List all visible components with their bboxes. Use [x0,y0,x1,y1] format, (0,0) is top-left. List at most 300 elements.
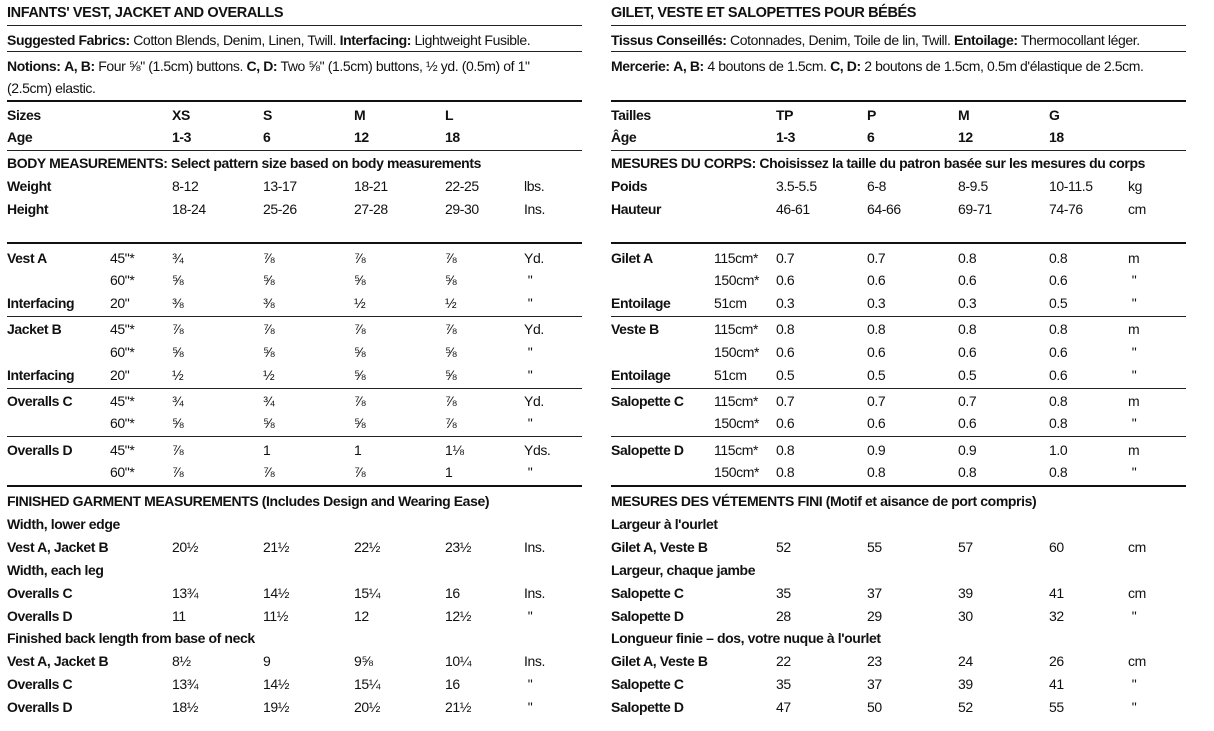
row-label: Poids [611,178,648,194]
cell-value: 24 [958,653,973,669]
cell-value: 50 [867,699,882,715]
unit: Ins. [524,201,545,217]
unit: m [1128,393,1140,409]
unit: cm [1128,539,1146,555]
cell-value: ⅜ [172,295,184,311]
notions-cd-label: C, D: [246,58,278,74]
divider [611,150,1186,151]
size-header: XS [172,107,190,123]
notions-ab-text: Four ⅝" (1.5cm) buttons. [98,58,244,74]
unit: kg [1128,178,1142,194]
divider [7,25,582,26]
row-label: Vest A, Jacket B [7,539,109,555]
cell-value: 39 [958,676,973,692]
cell-value: 22½ [354,539,381,555]
cell-value: 55 [867,539,882,555]
fabrics-text: Cotton Blends, Denim, Linen, Twill. [133,32,337,48]
cell-value: ¾ [172,250,184,266]
cell-value: 32 [1049,608,1064,624]
unit: " [1131,415,1137,431]
fabrics-label: Suggested Fabrics: [7,32,130,48]
unit: cm [1128,201,1146,217]
interfacing-text: Lightweight Fusible. [414,32,531,48]
row-label: Overalls D [7,608,73,624]
cell-value: ⅞ [172,442,184,458]
cell-value: 60 [1049,539,1064,555]
row-label: Weight [7,178,52,194]
subheading: Width, each leg [7,562,104,578]
cell-value: ⅞ [445,321,457,337]
cell-value: 0.5 [958,367,977,383]
unit: " [1131,367,1137,383]
age-header: 18 [1049,129,1064,145]
cell-value: 9⅝ [354,653,373,669]
cell-value: 0.6 [958,415,977,431]
cell-value: 35 [776,676,791,692]
fabric-width: 45"* [110,393,135,409]
divider [611,25,1186,26]
cell-value: 13¾ [172,585,199,601]
cell-value: ⅞ [354,464,366,480]
cell-value: 64-66 [867,201,901,217]
cell-value: 46-61 [776,201,810,217]
cell-value: 0.6 [1049,367,1068,383]
cell-value: 0.6 [867,344,886,360]
cell-value: ½ [354,295,366,311]
cell-value: ½ [445,295,457,311]
fabric-width: 45"* [110,442,135,458]
unit: " [1131,676,1137,692]
size-header: L [445,107,454,123]
cell-value: 1 [263,442,271,458]
row-label: Gilet A [611,250,653,266]
row-label: Entoilage [611,367,671,383]
divider [611,485,1186,487]
cell-value: 18½ [172,699,199,715]
cell-value: 13-17 [263,178,297,194]
cell-value: ⅝ [354,367,366,383]
cell-value: 0.6 [867,272,886,288]
cell-value: 18-21 [354,178,388,194]
notions-ab-text: 4 boutons de 1.5cm. [707,58,827,74]
cell-value: 0.8 [1049,415,1068,431]
cell-value: 0.8 [958,321,977,337]
divider [7,51,582,52]
cell-value: 19½ [263,699,290,715]
notions-ab-label: A, B: [64,58,95,74]
cell-value: 6-8 [867,178,887,194]
cell-value: ⅞ [263,321,275,337]
cell-value: 11 [172,608,186,624]
unit: Yd. [524,321,544,337]
cell-value: 0.8 [1049,393,1068,409]
cell-value: ⅝ [354,415,366,431]
row-label: Gilet A, Veste B [611,653,708,669]
unit: " [527,415,533,431]
cell-value: 0.9 [867,442,886,458]
cell-value: 16 [445,585,460,601]
row-label: Entoilage [611,295,671,311]
cell-value: 10¼ [445,653,472,669]
body-heading: BODY MEASUREMENTS: Select pattern size based on body measurements [7,155,481,171]
body-heading: MESURES DU CORPS: Choisissez la taille du patron basée sur les mesures du corps [611,155,1146,171]
size-header: M [354,107,366,123]
notions-label: Mercerie: [611,58,670,74]
fabric-width: 150cm* [714,415,760,431]
cell-value: 1 [354,442,362,458]
notions-text [7,55,577,99]
cell-value: 12 [354,608,369,624]
fabric-width: 20" [110,295,130,311]
cell-value: ⅝ [172,415,184,431]
cell-value: 39 [958,585,973,601]
cell-value: ⅝ [445,272,457,288]
cell-value: ⅝ [354,344,366,360]
fabric-width: 51cm [714,295,747,311]
row-label: Salopette C [611,393,684,409]
row-label: Vest A [7,250,47,266]
cell-value: 41 [1049,585,1064,601]
divider [7,388,582,389]
unit: " [1131,344,1137,360]
cell-value: 8-9.5 [958,178,988,194]
fabric-width: 60"* [110,344,135,360]
cell-value: 0.5 [776,367,795,383]
cell-value: ⅞ [354,321,366,337]
cell-value: 0.6 [958,344,977,360]
row-label: Salopette D [611,699,684,715]
cell-value: ⅝ [263,415,275,431]
cell-value: 20½ [354,699,381,715]
fabric-width: 150cm* [714,344,760,360]
cell-value: 0.8 [1049,321,1068,337]
unit: " [1131,608,1137,624]
cell-value: 28 [776,608,791,624]
cell-value: 0.7 [867,393,886,409]
age-label: Age [7,129,33,145]
unit: m [1128,321,1140,337]
divider [611,316,1186,317]
unit: Yd. [524,393,544,409]
divider [7,100,582,102]
unit: lbs. [524,178,545,194]
fabrics-line-text [611,31,1140,49]
row-label: Overalls C [7,676,73,692]
unit: Ins. [524,585,545,601]
divider [7,485,582,487]
cell-value: 0.6 [1049,272,1068,288]
row-label: Overalls D [7,699,73,715]
row-label: Vest A, Jacket B [7,653,109,669]
row-label: Hauteur [611,201,662,217]
cell-value: 20½ [172,539,199,555]
cell-value: 9 [263,653,271,669]
cell-value: 18-24 [172,201,206,217]
size-header: M [958,107,970,123]
cell-value: 0.8 [776,321,795,337]
cell-value: 0.8 [776,442,795,458]
cell-value: 0.8 [867,321,886,337]
cell-value: 8-12 [172,178,199,194]
cell-value: ⅞ [354,250,366,266]
divider [7,150,582,151]
unit: m [1128,442,1140,458]
cell-value: ⅞ [354,393,366,409]
subheading: Width, lower edge [7,516,120,532]
fabrics-line-text [7,31,530,49]
cell-value: ⅞ [172,321,184,337]
cell-value: 11½ [263,608,289,624]
cell-value: 29-30 [445,201,479,217]
cell-value: ¾ [172,393,184,409]
french-column [611,0,1186,731]
cell-value: 13¾ [172,676,199,692]
english-column [7,0,582,731]
divider [611,51,1186,52]
cell-value: ½ [172,367,184,383]
cell-value: 0.6 [958,272,977,288]
size-header: G [1049,107,1060,123]
fabric-width: 115cm* [714,393,759,409]
row-label: Salopette D [611,608,684,624]
cell-value: 10-11.5 [1049,178,1093,194]
row-label: Interfacing [7,367,75,383]
cell-value: 0.7 [776,250,795,266]
fabric-width: 45"* [110,250,135,266]
subheading: Longueur finie – dos, votre nuque à l'ourlet [611,630,881,646]
fabric-width: 45"* [110,321,135,337]
unit: cm [1128,585,1146,601]
cell-value: ⅝ [354,272,366,288]
notions-text [611,55,1181,77]
notions-cd-text: 2 boutons de 1.5cm, 0.5m d'élastique de 2.5cm. [864,58,1144,74]
row-label: Gilet A, Veste B [611,539,708,555]
unit: " [527,344,533,360]
fabric-width: 51cm [714,367,747,383]
cell-value: 0.3 [776,295,795,311]
fabric-width: 115cm* [714,321,759,337]
cell-value: 37 [867,676,882,692]
cell-value: ⅝ [263,344,275,360]
cell-value: 52 [776,539,791,555]
fabric-width: 60"* [110,272,135,288]
interfacing-label: Interfacing: [339,32,412,48]
cell-value: 0.9 [958,442,977,458]
fabric-width: 115cm* [714,250,759,266]
size-header: P [867,107,876,123]
cell-value: 57 [958,539,973,555]
cell-value: 26 [1049,653,1064,669]
fabric-width: 60"* [110,464,135,480]
cell-value: 74-76 [1049,201,1083,217]
cell-value: ⅝ [172,344,184,360]
cell-value: ⅞ [263,250,275,266]
cell-value: 23 [867,653,882,669]
cell-value: ¾ [263,393,275,409]
unit: " [1131,295,1137,311]
subheading: Largeur, chaque jambe [611,562,756,578]
unit: Ins. [524,539,545,555]
size-header: S [263,107,272,123]
cell-value: 0.6 [776,344,795,360]
fabric-width: 115cm* [714,442,759,458]
row-label: Veste B [611,321,659,337]
divider [7,242,582,244]
cell-value: 52 [958,699,973,715]
cell-value: 0.6 [776,415,795,431]
finished-heading: MESURES DES VÉTEMENTS FINI (Motif et aisance de port compris) [611,493,1037,509]
age-header: 12 [958,129,973,145]
cell-value: ⅞ [445,393,457,409]
fabric-width: 20" [110,367,130,383]
unit: " [1131,699,1137,715]
title: GILET, VESTE ET SALOPETTES POUR BÉBÉS [611,5,917,21]
divider [7,436,582,437]
cell-value: 16 [445,676,460,692]
unit: " [527,676,533,692]
cell-value: 0.8 [1049,464,1068,480]
cell-value: 0.8 [1049,250,1068,266]
cell-value: 69-71 [958,201,992,217]
row-label: Overalls C [7,393,73,409]
unit: cm [1128,653,1146,669]
cell-value: 35 [776,585,791,601]
cell-value: 0.8 [958,250,977,266]
cell-value: ½ [263,367,275,383]
divider [611,100,1186,102]
fabrics-label: Tissus Conseillés: [611,32,727,48]
row-label: Jacket B [7,321,62,337]
unit: Yds. [524,442,551,458]
row-label: Overalls D [7,442,73,458]
cell-value: 21½ [263,539,290,555]
divider [611,388,1186,389]
cell-value: 29 [867,608,882,624]
fabric-width: 150cm* [714,464,760,480]
fabric-width: 60"* [110,415,135,431]
unit: " [527,295,533,311]
cell-value: 0.8 [776,464,795,480]
age-header: 6 [867,129,875,145]
cell-value: 0.6 [867,415,886,431]
fabrics-text: Cotonnades, Denim, Toile de lin, Twill. [729,32,951,48]
age-header: 18 [445,129,460,145]
finished-heading: FINISHED GARMENT MEASUREMENTS (Includes Design and Wearing Ease) [7,493,490,509]
unit: Yd. [524,250,544,266]
age-header: 1-3 [776,129,796,145]
row-label: Overalls C [7,585,73,601]
age-header: 6 [263,129,271,145]
cell-value: 1 [445,464,453,480]
cell-value: 0.6 [1049,344,1068,360]
sizes-label: Sizes [7,107,41,123]
age-header: 1-3 [172,129,192,145]
cell-value: 30 [958,608,973,624]
unit: Ins. [524,653,545,669]
cell-value: 41 [1049,676,1064,692]
divider [611,242,1186,244]
cell-value: 15¼ [354,585,381,601]
age-header: 12 [354,129,369,145]
notions-cd-label: C, D: [830,58,861,74]
cell-value: 47 [776,699,791,715]
subheading: Finished back length from base of neck [7,630,255,646]
row-label: Interfacing [7,295,75,311]
cell-value: 0.5 [867,367,886,383]
cell-value: ⅝ [172,272,184,288]
row-label: Salopette C [611,585,684,601]
cell-value: ⅝ [263,272,275,288]
cell-value: 22-25 [445,178,479,194]
cell-value: 0.7 [958,393,977,409]
size-header: TP [776,107,794,123]
cell-value: 25-26 [263,201,297,217]
divider [611,436,1186,437]
cell-value: 14½ [263,585,290,601]
cell-value: 0.3 [867,295,886,311]
cell-value: 37 [867,585,882,601]
cell-value: 55 [1049,699,1064,715]
cell-value: ⅞ [263,464,275,480]
sizes-label: Tailles [611,107,651,123]
interfacing-text: Thermocollant léger. [1020,32,1140,48]
divider [7,316,582,317]
notions-cd-text: Two ⅝" (1.5cm) buttons, ½ yd. (0.5m) of 1" (2.5cm) elastic. [7,58,530,96]
cell-value: ⅞ [445,415,457,431]
fabric-width: 150cm* [714,272,760,288]
subheading: Largeur à l'ourlet [611,516,718,532]
cell-value: 27-28 [354,201,388,217]
cell-value: 0.3 [958,295,977,311]
cell-value: 14½ [263,676,290,692]
cell-value: ⅞ [445,250,457,266]
cell-value: 22 [776,653,791,669]
cell-value: ⅜ [263,295,275,311]
cell-value: 0.8 [958,464,977,480]
unit: " [527,464,533,480]
title: INFANTS' VEST, JACKET AND OVERALLS [7,5,284,21]
cell-value: 3.5-5.5 [776,178,817,194]
cell-value: 0.5 [1049,295,1068,311]
unit: m [1128,250,1140,266]
cell-value: 0.6 [776,272,795,288]
age-label: Âge [611,129,637,145]
row-label: Salopette D [611,442,684,458]
interfacing-label: Entoilage: [953,32,1018,48]
unit: " [1131,272,1137,288]
unit: " [1131,464,1137,480]
cell-value: ⅝ [445,367,457,383]
cell-value: 1.0 [1049,442,1068,458]
cell-value: 23½ [445,539,472,555]
unit: " [527,272,533,288]
unit: " [527,608,533,624]
unit: " [527,367,533,383]
row-label: Salopette C [611,676,684,692]
cell-value: 1⅛ [445,442,464,458]
cell-value: ⅝ [445,344,457,360]
cell-value: 21½ [445,699,472,715]
cell-value: 0.8 [867,464,886,480]
row-label: Height [7,201,49,217]
cell-value: 8½ [172,653,191,669]
cell-value: 0.7 [776,393,795,409]
notions-label: Notions: [7,58,61,74]
cell-value: 12½ [445,608,472,624]
cell-value: 15¼ [354,676,381,692]
notions-ab-label: A, B: [673,58,704,74]
unit: " [527,699,533,715]
